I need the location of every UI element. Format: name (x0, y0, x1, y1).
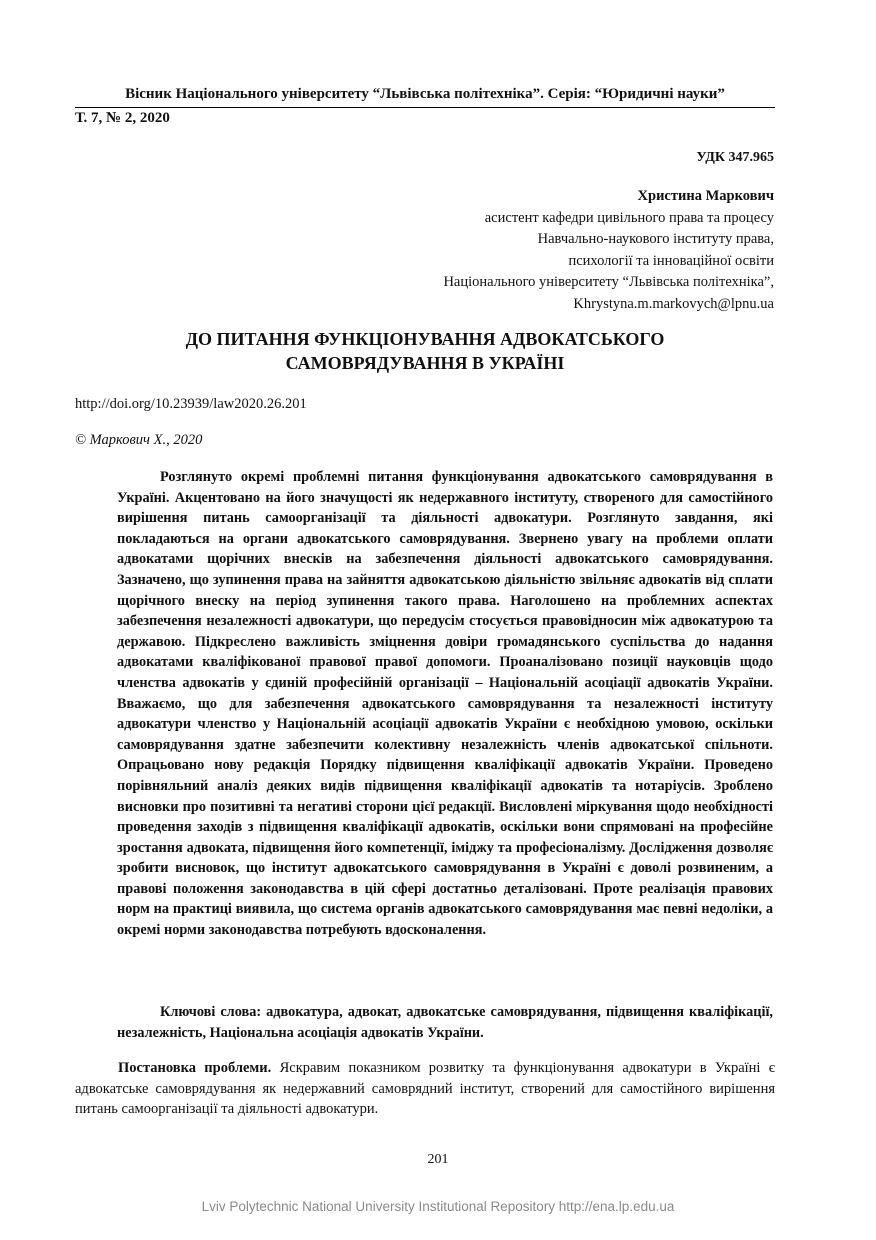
doi-link[interactable]: http://doi.org/10.23939/law2020.26.201 (75, 396, 307, 412)
title-line: ДО ПИТАННЯ ФУНКЦІОНУВАННЯ АДВОКАТСЬКОГО (185, 329, 665, 349)
article-title (75, 328, 775, 375)
author-block (443, 186, 774, 315)
affiliation-line: психології та інноваційної освіти (568, 252, 774, 269)
affiliation-line: Національного університету “Львівська політехніка”, (443, 274, 774, 290)
volume-issue: Т. 7, № 2, 2020 (75, 110, 170, 126)
author-email: Khrystyna.m.markovych@lpnu.ua (573, 295, 774, 312)
page-number: 201 (427, 1152, 449, 1167)
author-name: Христина Маркович (637, 188, 774, 204)
title-line: САМОВРЯДУВАННЯ В УКРАЇНІ (285, 352, 565, 373)
section-lead: Постановка проблеми. (118, 1060, 272, 1076)
paragraph-text: Яскравим показником розвитку та функціонування адвокатури в Україні є адвокатське самоврядування як недержавний самоврядний інститут, створений для самостійного вирішення питань самоорганізації та діяльності адвокатури. (75, 1060, 775, 1117)
affiliation-line: асистент кафедри цивільного права та процесу (484, 209, 774, 226)
journal-header: Вісник Національного університету “Львівська політехніка”. Серія: “Юридичні науки” (125, 86, 725, 102)
udk-code: УДК 347.965 (696, 150, 774, 165)
body-paragraph (75, 1058, 775, 1120)
header-rule (75, 107, 775, 108)
repository-footer: Lviv Polytechnic National University Institutional Repository http://ena.lp.edu.ua (201, 1199, 675, 1214)
copyright-notice: © Маркович Х., 2020 (75, 432, 203, 448)
keywords: Ключові слова: адвокатура, адвокат, адвокатське самоврядування, підвищення кваліфікації, незалежність, Національна асоціація адвокатів України. (117, 1004, 773, 1041)
abstract: Розглянуто окремі проблемні питання функціонування адвокатського самоврядування в Україні. Акцентовано на його значущості як недержавного інституту, створеного для самостійного вирішення питань самоорганізації та діяльності адвокатури. Розглянуто завдання, які покладаються на органи адвокатського самоврядування. Звернено увагу на проблеми оплати адвокатами щорічних внесків на забезпечення діяльності адвокатського самоврядування. Зазначено, що зупинення права на зайняття адвокатською діяльністю звільняє адвокатів від сплати щорічного внеску на період зупинення такого права. Наголошено на проблемних аспектах забезпечення незалежності адвокатури, що передусім стосується правовідносин між адвокатурою та державою. Підкреслено важливість зміцнення довіри громадянського суспільства до надання адвокатами кваліфікованої правової правої допомоги. Проаналізовано позиції науковців щодо членства адвокатів у єдиній професійній організації – Національній асоціації адвокатів України. Вважаємо, що для забезпечення адвокатського самоврядування та незалежності інституту адвокатури членство у Національній асоціації адвокатів України є необхідною умовою, оскільки самоврядування здатне забезпечити колективну незалежність членів адвокатської спільноти. Опрацьовано нову редакція Порядку підвищення кваліфікації адвокатів України. Проведено порівняльний аналіз деяких видів підвищення кваліфікації адвокатів та нотаріусів. Зроблено висновки про позитивні та негативі сторони цієї редакції. Висловлені міркування щодо необхідності проведення заходів з підвищення кваліфікації адвокатів, оскільки вони спрямовані на професійне зростання адвоката, підвищення його компетенції, іміджу та професіоналізму. Дослідження дозволяє зробити висновок, що інститут адвокатського самоврядування в Україні є доволі розвиненим, а правові положення законодавства в цій сфері достатньо деталізовані. Проте реалізація правових норм на практиці виявила, що система органів адвокатського самоврядування має певні недоліки, а окремі норми законодавства потребують вдосконалення. (117, 469, 773, 939)
affiliation-line: Навчально-наукового інституту права, (537, 231, 774, 247)
